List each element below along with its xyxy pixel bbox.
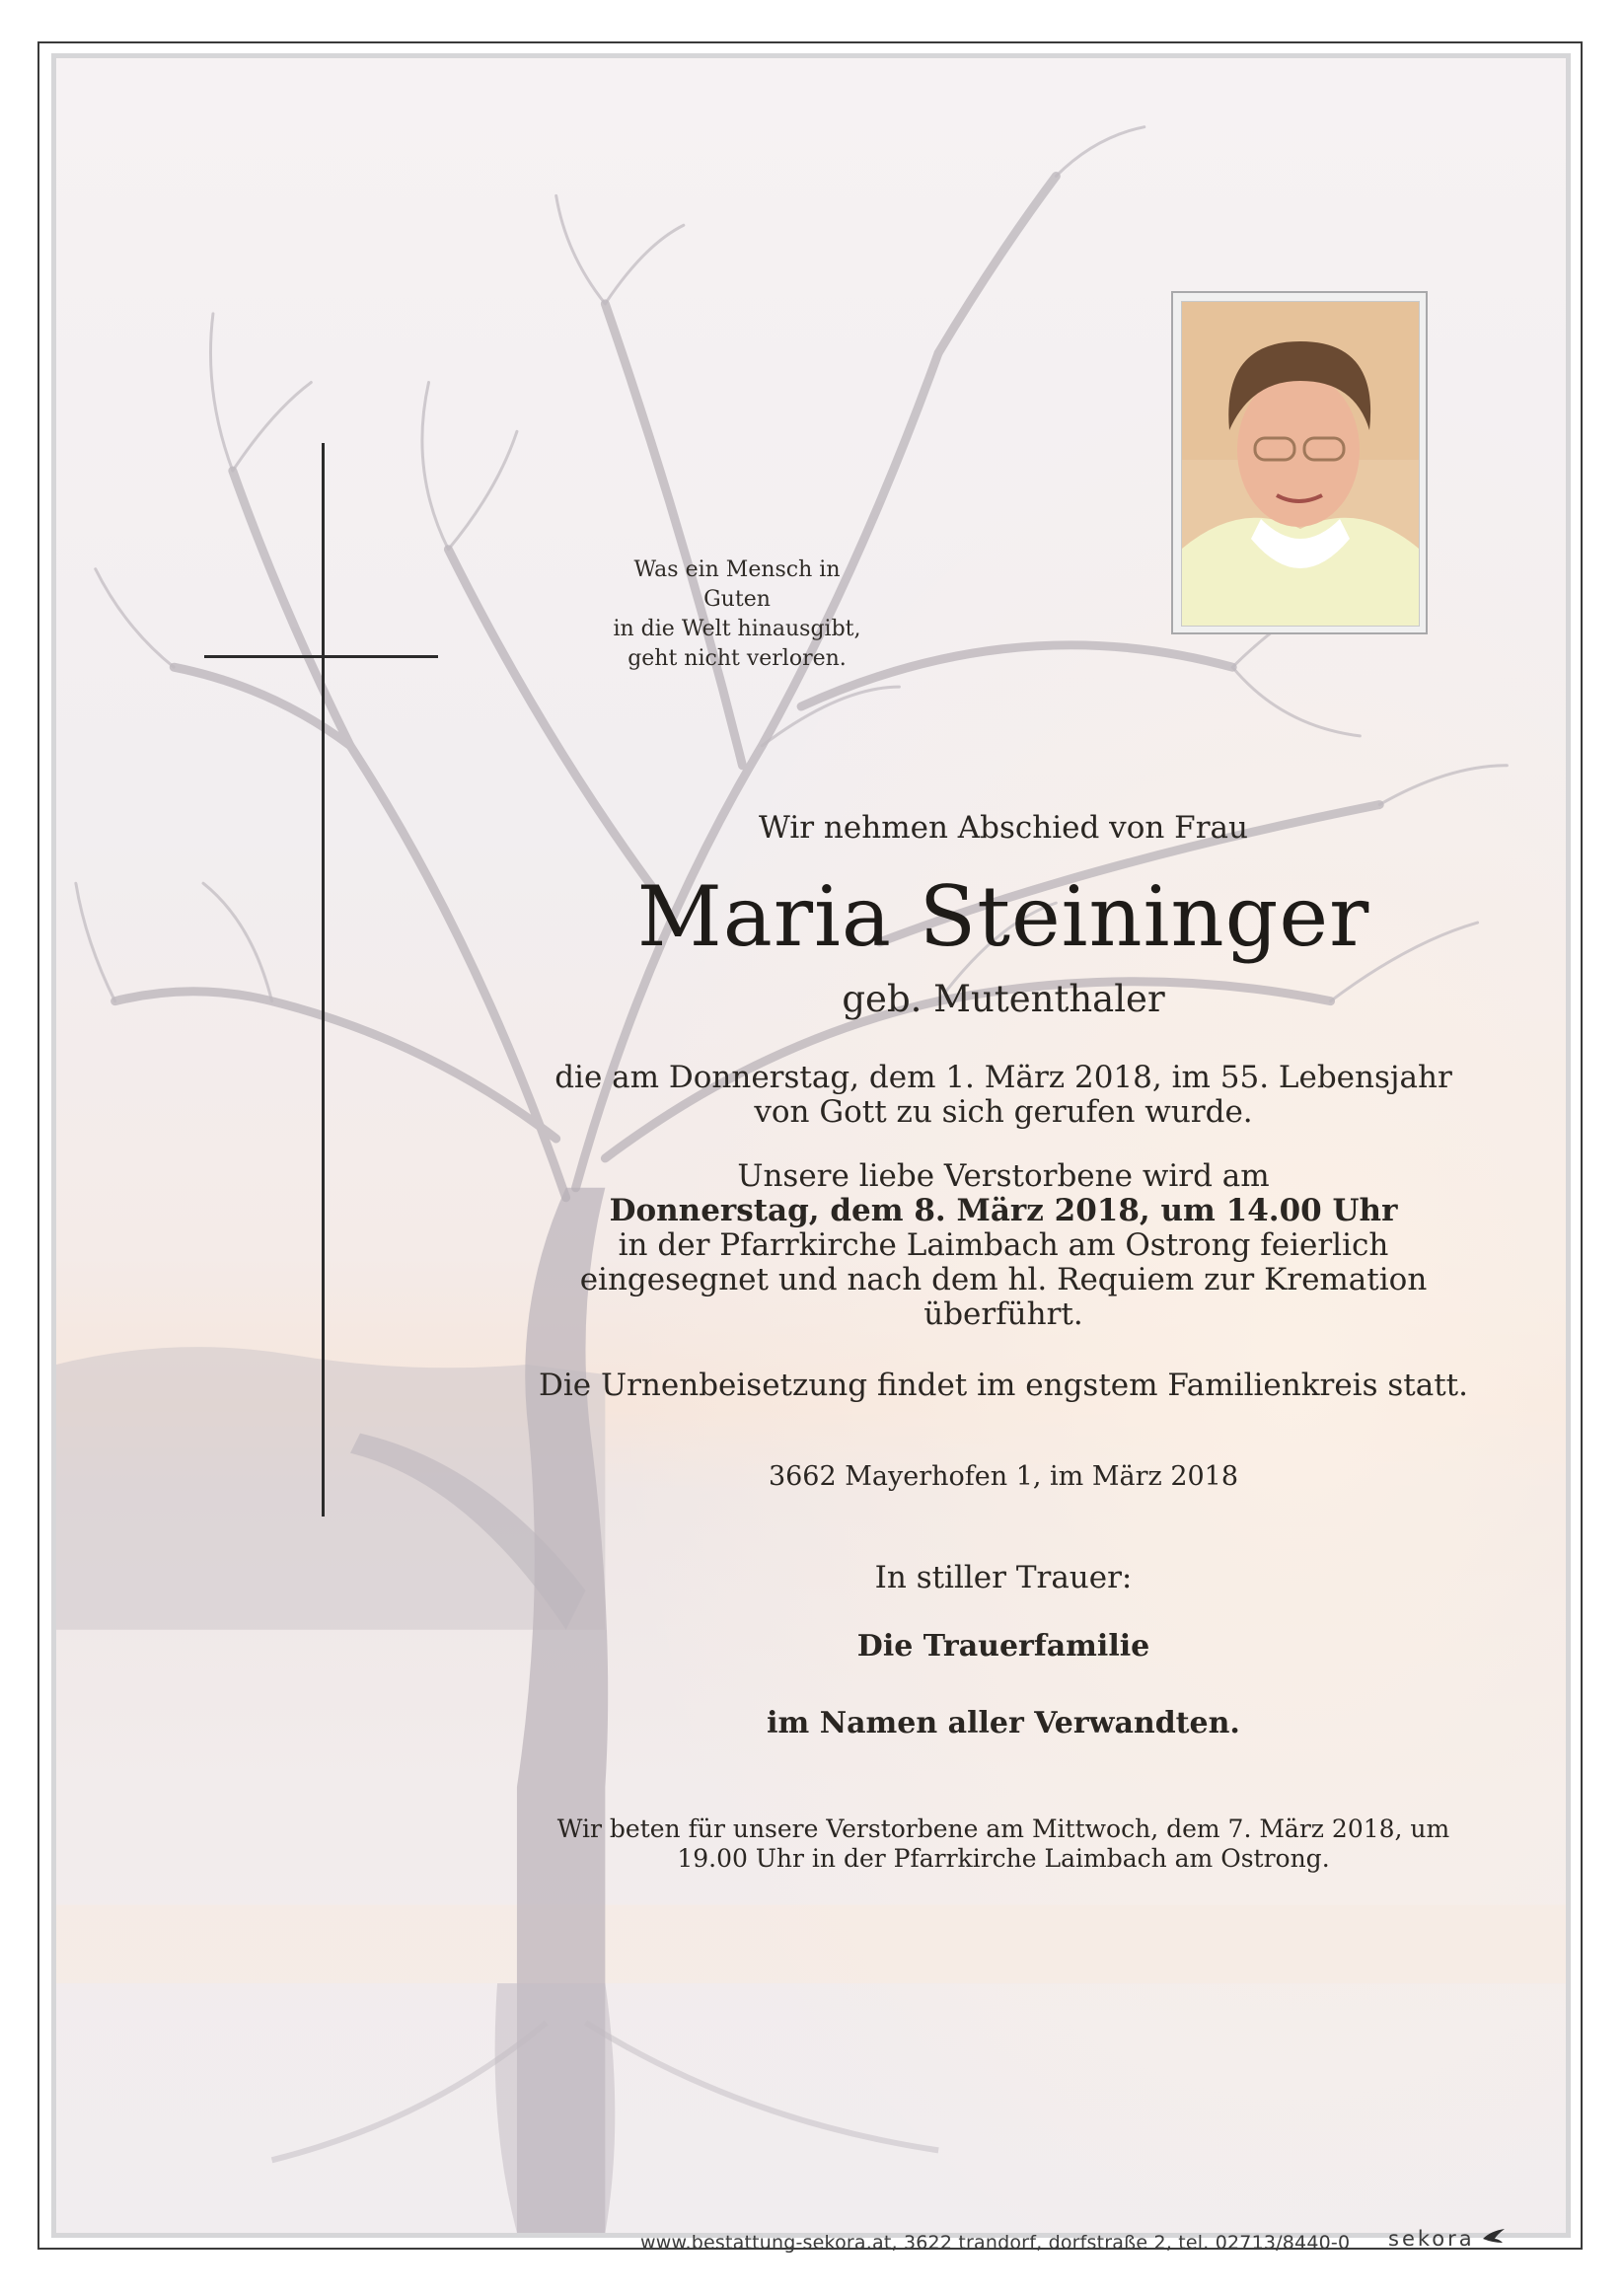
funeral-line: eingesegnet und nach dem hl. Requiem zur Kremation — [579, 1262, 1428, 1297]
card-background — [51, 53, 1571, 2254]
maiden-name: geb. Mutenthaler — [842, 978, 1165, 1020]
swallow-icon — [1483, 2229, 1505, 2245]
funeral-line: überführt. — [923, 1296, 1083, 1332]
funeral-line: in der Pfarrkirche Laimbach am Ostrong feierlich — [618, 1227, 1389, 1263]
logo-wordmark: sekora — [1388, 2227, 1475, 2251]
place-date: 3662 Mayerhofen 1, im März 2018 — [768, 1461, 1239, 1492]
memorial-quote — [609, 555, 865, 674]
portrait-photo — [1171, 291, 1428, 634]
death-notice — [520, 1061, 1487, 1130]
relatives-signature: im Namen aller Verwandten. — [767, 1706, 1240, 1740]
deceased-name: Maria Steininger — [636, 868, 1370, 965]
prayer-line: Wir beten für unsere Verstorbene am Mittwoch, dem 7. März 2018, um — [556, 1814, 1450, 1843]
quote-line: Was ein Mensch in Guten — [633, 557, 841, 612]
intro-text: Wir nehmen Abschied von Frau — [759, 810, 1248, 846]
quote-line: in die Welt hinausgibt, — [613, 617, 861, 641]
family-signature: Die Trauerfamilie — [856, 1629, 1150, 1664]
death-line: die am Donnerstag, dem 1. März 2018, im 55. Lebensjahr — [554, 1060, 1452, 1095]
sekora-logo — [1388, 2227, 1497, 2266]
death-line: von Gott zu sich gerufen wurde. — [754, 1094, 1253, 1130]
funeral-notice — [520, 1159, 1487, 1332]
prayer-line: 19.00 Uhr in der Pfarrkirche Laimbach am Ostrong. — [677, 1844, 1330, 1873]
cross-horizontal — [204, 655, 438, 658]
portrait-image — [1181, 301, 1420, 627]
quote-line: geht nicht verloren. — [627, 646, 847, 671]
cross-vertical — [322, 443, 325, 1517]
prayer-notice — [520, 1814, 1487, 1874]
funeral-intro: Unsere liebe Verstorbene wird am — [737, 1158, 1270, 1194]
urn-note: Die Urnenbeisetzung findet im engstem Familienkreis statt. — [539, 1368, 1468, 1403]
footer-contact: www.bestattung-sekora.at, 3622 trandorf, dorfstraße 2, tel. 02713/8440-0 — [640, 2232, 1351, 2254]
mourning-text: In stiller Trauer: — [874, 1560, 1133, 1595]
funeral-date: Donnerstag, dem 8. März 2018, um 14.00 Uhr — [609, 1193, 1398, 1228]
